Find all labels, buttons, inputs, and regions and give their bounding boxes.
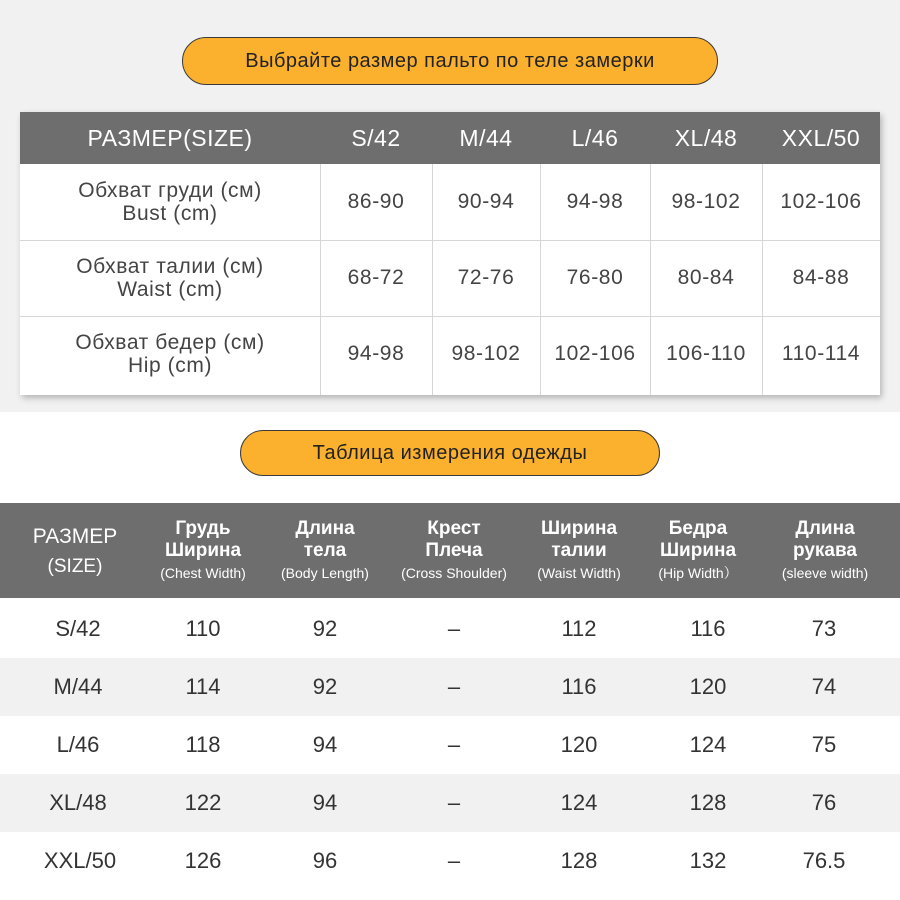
table-cell: 124 [560, 790, 598, 815]
header-en: (SIZE) [47, 555, 103, 577]
table-row [20, 316, 880, 392]
row-divider [20, 240, 880, 241]
table-cell: 118 [185, 732, 221, 757]
header-sleeve-width [766, 503, 884, 598]
table-cell: 92 [312, 674, 338, 699]
column-divider [320, 164, 321, 395]
row-divider [20, 316, 880, 317]
header-ru: Длина [295, 517, 355, 539]
header-xxl50: XXL/50 [781, 124, 861, 151]
table-cell: 80-84 [677, 266, 735, 289]
size-cell: XL/48 [49, 790, 107, 815]
header-ru: Плеча [425, 539, 483, 561]
table-cell: 98-102 [671, 190, 741, 213]
table-cell: 96 [312, 848, 338, 873]
header-xl48: XL/48 [674, 124, 738, 151]
row-label-ru: Обхват груди (см) [78, 179, 262, 202]
table-cell: 75 [811, 732, 837, 757]
garment-measurement-banner [240, 430, 660, 476]
table-cell: 102-106 [780, 190, 862, 213]
table-cell: 94-98 [566, 190, 624, 213]
table-cell: 116 [561, 674, 597, 699]
table-cell: 110 [185, 616, 221, 641]
banner-title: Таблица измерения одежды [312, 441, 588, 464]
table-cell: – [447, 674, 461, 699]
header-hip-width [644, 503, 752, 598]
header-ru: Длина [795, 517, 855, 539]
size-cell: M/44 [53, 674, 103, 699]
header-ru: Ширина [659, 539, 737, 561]
body-measurement-table [20, 112, 880, 395]
header-ru: талии [551, 539, 607, 561]
table-cell: – [447, 848, 461, 873]
size-cell: L/46 [56, 732, 100, 757]
column-divider [540, 164, 541, 395]
table-cell: – [447, 732, 461, 757]
row-label [20, 240, 320, 316]
header-en: (Body Length) [281, 564, 369, 581]
header-body-length [266, 503, 384, 598]
column-divider [650, 164, 651, 395]
table-cell: 116 [690, 616, 726, 641]
header-ru: Крест [427, 517, 481, 539]
header-ru: Ширина [540, 517, 618, 539]
table-cell: 106-110 [666, 342, 746, 365]
size-cell: XXL/50 [43, 848, 117, 873]
table-cell: 74 [811, 674, 837, 699]
table-cell: 73 [811, 616, 837, 641]
table-cell: 76.5 [802, 848, 846, 873]
table-cell: 128 [560, 848, 598, 873]
header-cross-shoulder [384, 503, 524, 598]
table-cell: 114 [185, 674, 221, 699]
row-label-ru: Обхват талии (см) [76, 255, 264, 278]
table-cell: 128 [689, 790, 727, 815]
header-size: РАЗМЕР(SIZE) [87, 124, 253, 151]
table-cell: 124 [689, 732, 727, 757]
header-size [0, 503, 150, 598]
table-cell: – [447, 790, 461, 815]
row-label [20, 316, 320, 392]
table-cell: 120 [689, 674, 727, 699]
row-label [20, 164, 320, 240]
body-measurement-banner [182, 37, 718, 85]
table-cell: 68-72 [347, 266, 405, 289]
table-row [20, 164, 880, 240]
table-cell: 92 [312, 616, 338, 641]
row-label-ru: Обхват бедер (см) [75, 331, 265, 354]
table-row [0, 658, 900, 716]
table-cell: 94 [312, 732, 338, 757]
table-cell: 122 [184, 790, 222, 815]
table-cell: 112 [561, 616, 597, 641]
header-m44: M/44 [459, 124, 513, 151]
table-row [0, 600, 900, 658]
header-ru: Ширина [164, 539, 242, 561]
table-header [20, 112, 880, 164]
header-l46: L/46 [571, 124, 619, 151]
header-waist-width [524, 503, 634, 598]
header-en: (Hip Width） [658, 564, 738, 581]
banner-title: Выбрайте размер пальто по теле замерки [245, 49, 655, 72]
header-ru: РАЗМЕР [32, 524, 118, 548]
header-en: (Waist Width) [537, 564, 621, 581]
table-cell: 86-90 [347, 190, 405, 213]
header-chest-width [150, 503, 256, 598]
header-ru: Бедра [668, 517, 728, 539]
table-cell: 76-80 [566, 266, 624, 289]
row-label-en: Hip (cm) [127, 354, 213, 377]
table-cell: 98-102 [451, 342, 521, 365]
table-cell: 102-106 [554, 342, 636, 365]
table-cell: 110-114 [781, 342, 861, 365]
header-ru: рукава [793, 539, 857, 561]
garment-table-header [0, 503, 900, 598]
table-cell: 120 [560, 732, 598, 757]
table-cell: 126 [184, 848, 222, 873]
table-cell: 76 [811, 790, 837, 815]
column-divider [432, 164, 433, 395]
header-ru: Грудь [175, 517, 231, 539]
size-cell: S/42 [55, 616, 101, 641]
table-cell: 90-94 [457, 190, 515, 213]
table-cell: 72-76 [457, 266, 515, 289]
table-cell: 132 [689, 848, 727, 873]
table-row [0, 774, 900, 832]
header-en: (sleeve width) [781, 564, 869, 581]
row-label-en: Bust (cm) [122, 202, 218, 225]
table-cell: 84-88 [792, 266, 850, 289]
table-row [0, 832, 900, 890]
header-s42: S/42 [351, 124, 401, 151]
header-en: (Chest Width) [160, 564, 246, 581]
table-cell: 94-98 [347, 342, 405, 365]
table-row [0, 716, 900, 774]
header-ru: тела [303, 539, 347, 561]
table-row [20, 240, 880, 316]
row-label-en: Waist (cm) [117, 278, 223, 301]
header-en: (Cross Shoulder) [401, 564, 507, 581]
table-cell: – [447, 616, 461, 641]
table-cell: 94 [312, 790, 338, 815]
column-divider [762, 164, 763, 395]
